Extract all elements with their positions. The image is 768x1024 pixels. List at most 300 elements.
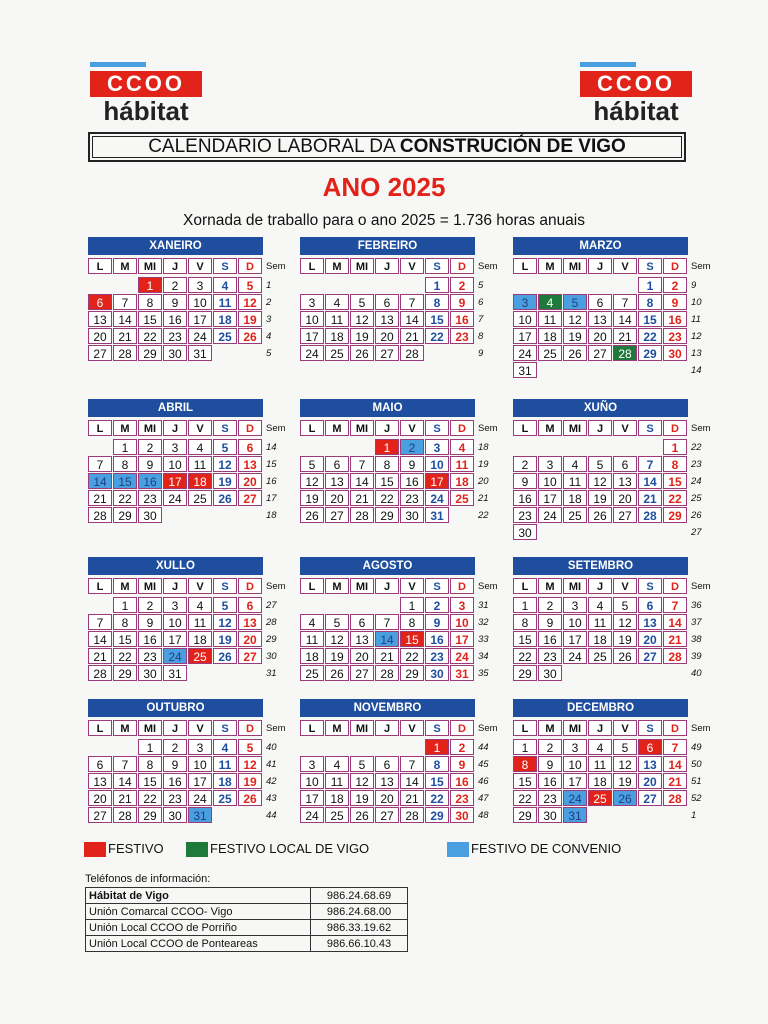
- weekday-header: D: [663, 420, 687, 436]
- day-cell: 17: [563, 631, 587, 647]
- week-number-header: Sem: [478, 423, 498, 434]
- day-cell: 18: [588, 631, 612, 647]
- weekday-header: L: [513, 420, 537, 436]
- month-header: SETEMBRO: [513, 557, 688, 575]
- day-cell: 20: [375, 790, 399, 806]
- day-cell: 5: [213, 439, 237, 455]
- day-cell: 6: [238, 439, 262, 455]
- day-cell: 10: [163, 614, 187, 630]
- weekday-header: M: [113, 420, 137, 436]
- weekday-header: D: [238, 720, 262, 736]
- day-cell: 27: [350, 665, 374, 681]
- day-cell: 7: [88, 614, 112, 630]
- weekday-header: L: [300, 578, 324, 594]
- weekday-header: J: [375, 720, 399, 736]
- day-cell: 8: [425, 294, 449, 310]
- weekday-header: MI: [350, 258, 374, 274]
- day-cell: 12: [613, 756, 637, 772]
- day-cell: 30: [513, 524, 537, 540]
- week-number: 22: [691, 442, 702, 453]
- year-heading: ANO 2025: [322, 172, 446, 202]
- day-cell: 11: [325, 311, 349, 327]
- day-cell: 7: [638, 456, 662, 472]
- day-cell: 13: [88, 773, 112, 789]
- weekday-header: L: [88, 420, 112, 436]
- week-number: 12: [691, 331, 702, 342]
- week-number-header: Sem: [478, 581, 498, 592]
- day-cell: 25: [538, 345, 562, 361]
- weekday-header: J: [588, 720, 612, 736]
- day-cell: 17: [563, 773, 587, 789]
- week-number: 28: [266, 617, 277, 628]
- day-cell: 20: [238, 631, 262, 647]
- day-cell: 2: [450, 277, 474, 293]
- day-cell: 27: [88, 807, 112, 823]
- week-number: 18: [478, 442, 489, 453]
- day-cell: 9: [538, 614, 562, 630]
- day-cell: 30: [538, 665, 562, 681]
- day-cell: 25: [588, 648, 612, 664]
- day-cell: 17: [425, 473, 449, 489]
- day-cell: 4: [325, 294, 349, 310]
- day-cell: 25: [213, 790, 237, 806]
- day-cell: 16: [138, 631, 162, 647]
- ccoo-habitat-logo-left: [90, 62, 202, 125]
- day-cell: 14: [113, 311, 137, 327]
- phone-number: 986.66.10.43: [311, 936, 408, 952]
- day-cell: 29: [425, 807, 449, 823]
- day-cell: 3: [425, 439, 449, 455]
- day-cell: 1: [113, 439, 137, 455]
- logo-accent-bar: [580, 62, 636, 67]
- day-cell: 14: [88, 631, 112, 647]
- weekday-header: MI: [563, 578, 587, 594]
- day-cell: 13: [325, 473, 349, 489]
- day-cell: 26: [613, 648, 637, 664]
- day-cell: 26: [213, 648, 237, 664]
- day-cell: 1: [400, 597, 424, 613]
- day-cell: 30: [538, 807, 562, 823]
- day-cell: 9: [513, 473, 537, 489]
- weekday-header: M: [113, 720, 137, 736]
- day-cell: 19: [238, 773, 262, 789]
- day-cell: 6: [613, 456, 637, 472]
- day-cell: 22: [138, 790, 162, 806]
- logo-accent-bar: [90, 62, 146, 67]
- day-cell: 1: [425, 277, 449, 293]
- day-cell: 27: [638, 648, 662, 664]
- week-number: 2: [266, 297, 272, 308]
- day-cell: 18: [213, 311, 237, 327]
- weekday-header: D: [663, 578, 687, 594]
- weekday-header: J: [588, 420, 612, 436]
- weekday-header: J: [163, 420, 187, 436]
- day-cell: 21: [88, 648, 112, 664]
- weekday-header: M: [325, 420, 349, 436]
- weekday-header: V: [400, 720, 424, 736]
- day-cell: 25: [213, 328, 237, 344]
- week-number: 40: [266, 742, 277, 753]
- day-cell: 14: [113, 773, 137, 789]
- day-cell: 17: [188, 311, 212, 327]
- day-cell: 28: [638, 507, 662, 523]
- week-number: 5: [478, 280, 484, 291]
- day-cell: 27: [613, 507, 637, 523]
- day-cell: 3: [538, 456, 562, 472]
- week-number-header: Sem: [691, 581, 711, 592]
- day-cell: 10: [300, 311, 324, 327]
- week-number: 41: [266, 759, 277, 770]
- day-cell: 17: [163, 631, 187, 647]
- weekday-header: V: [188, 720, 212, 736]
- day-cell: 16: [425, 631, 449, 647]
- day-cell: 20: [588, 328, 612, 344]
- day-cell: 4: [188, 597, 212, 613]
- phone-number: 986.24.68.69: [311, 888, 408, 904]
- day-cell: 28: [613, 345, 637, 361]
- day-cell: 11: [188, 456, 212, 472]
- phone-directory-title: Teléfonos de información:: [85, 873, 211, 885]
- month-header: DECEMBRO: [513, 699, 688, 717]
- legend-festivo-label: FESTIVO: [108, 841, 164, 856]
- day-cell: 25: [563, 507, 587, 523]
- day-cell: 6: [325, 456, 349, 472]
- day-cell: 29: [638, 345, 662, 361]
- week-number: 16: [266, 476, 277, 487]
- day-cell: 21: [113, 790, 137, 806]
- day-cell: 3: [300, 756, 324, 772]
- day-cell: 5: [588, 456, 612, 472]
- day-cell: 18: [325, 328, 349, 344]
- week-number: 11: [691, 314, 701, 325]
- day-cell: 10: [163, 456, 187, 472]
- table-row: [86, 888, 408, 904]
- phone-name: Unión Local CCOO de Ponteareas: [86, 936, 311, 952]
- day-cell: 15: [400, 631, 424, 647]
- day-cell: 26: [613, 790, 637, 806]
- weekday-header: MI: [138, 258, 162, 274]
- day-cell: 27: [375, 807, 399, 823]
- day-cell: 18: [563, 490, 587, 506]
- legend-festivo-convenio-label: FESTIVO DE CONVENIO: [471, 841, 622, 856]
- day-cell: 7: [88, 456, 112, 472]
- day-cell: 11: [325, 773, 349, 789]
- day-cell: 2: [538, 597, 562, 613]
- week-number: 25: [691, 493, 702, 504]
- week-number-header: Sem: [266, 261, 286, 272]
- day-cell: 18: [188, 631, 212, 647]
- week-number: 47: [478, 793, 489, 804]
- day-cell: 1: [425, 739, 449, 755]
- day-cell: 2: [450, 739, 474, 755]
- week-number: 20: [478, 476, 489, 487]
- day-cell: 30: [450, 807, 474, 823]
- weekday-header: MI: [563, 420, 587, 436]
- weekday-header: S: [638, 578, 662, 594]
- day-cell: 10: [563, 614, 587, 630]
- week-number-header: Sem: [691, 723, 711, 734]
- week-number: 36: [691, 600, 702, 611]
- day-cell: 1: [113, 597, 137, 613]
- day-cell: 7: [113, 294, 137, 310]
- day-cell: 24: [450, 648, 474, 664]
- day-cell: 9: [163, 294, 187, 310]
- day-cell: 23: [163, 328, 187, 344]
- day-cell: 23: [425, 648, 449, 664]
- week-number: 10: [691, 297, 702, 308]
- day-cell: 14: [638, 473, 662, 489]
- working-hours-subtitle: Xornada de traballo para o ano 2025 = 1.736 horas anuais: [182, 212, 586, 229]
- day-cell: 22: [513, 648, 537, 664]
- month-header: ABRIL: [88, 399, 263, 417]
- day-cell: 28: [663, 790, 687, 806]
- day-cell: 28: [375, 665, 399, 681]
- day-cell: 12: [613, 614, 637, 630]
- day-cell: 24: [188, 790, 212, 806]
- week-number: 43: [266, 793, 277, 804]
- day-cell: 8: [638, 294, 662, 310]
- day-cell: 24: [563, 790, 587, 806]
- weekday-header: L: [300, 258, 324, 274]
- day-cell: 23: [663, 328, 687, 344]
- day-cell: 19: [563, 328, 587, 344]
- day-cell: 8: [513, 614, 537, 630]
- week-number-header: Sem: [691, 423, 711, 434]
- day-cell: 4: [188, 439, 212, 455]
- day-cell: 11: [588, 614, 612, 630]
- day-cell: 16: [138, 473, 162, 489]
- month-header: FEBREIRO: [300, 237, 475, 255]
- day-cell: 3: [163, 597, 187, 613]
- weekday-header: M: [538, 720, 562, 736]
- day-cell: 22: [375, 490, 399, 506]
- weekday-header: V: [613, 720, 637, 736]
- day-cell: 26: [563, 345, 587, 361]
- week-number: 31: [478, 600, 489, 611]
- day-cell: 29: [663, 507, 687, 523]
- day-cell: 25: [300, 665, 324, 681]
- day-cell: 26: [238, 790, 262, 806]
- day-cell: 4: [325, 756, 349, 772]
- day-cell: 20: [88, 790, 112, 806]
- week-number: 27: [691, 527, 702, 538]
- day-cell: 5: [350, 294, 374, 310]
- weekday-header: L: [513, 578, 537, 594]
- day-cell: 2: [400, 439, 424, 455]
- day-cell: 23: [513, 507, 537, 523]
- day-cell: 9: [138, 456, 162, 472]
- weekday-header: M: [325, 578, 349, 594]
- day-cell: 23: [538, 648, 562, 664]
- day-cell: 12: [213, 614, 237, 630]
- day-cell: 20: [88, 328, 112, 344]
- day-cell: 9: [450, 294, 474, 310]
- day-cell: 18: [213, 773, 237, 789]
- month-header: AGOSTO: [300, 557, 475, 575]
- day-cell: 8: [663, 456, 687, 472]
- weekday-header: S: [638, 420, 662, 436]
- day-cell: 17: [188, 773, 212, 789]
- weekday-header: D: [238, 420, 262, 436]
- month-header: XULLO: [88, 557, 263, 575]
- week-number: 40: [691, 668, 702, 679]
- weekday-header: D: [450, 578, 474, 594]
- day-cell: 10: [188, 294, 212, 310]
- day-cell: 6: [638, 739, 662, 755]
- day-cell: 24: [513, 345, 537, 361]
- day-cell: 14: [400, 311, 424, 327]
- phone-name: Unión Local CCOO de Porriño: [86, 920, 311, 936]
- day-cell: 4: [538, 294, 562, 310]
- day-cell: 21: [613, 328, 637, 344]
- day-cell: 12: [563, 311, 587, 327]
- day-cell: 25: [588, 790, 612, 806]
- day-cell: 24: [538, 507, 562, 523]
- weekday-header: L: [88, 720, 112, 736]
- weekday-header: L: [300, 420, 324, 436]
- day-cell: 22: [638, 328, 662, 344]
- week-number: 42: [266, 776, 277, 787]
- day-cell: 1: [513, 739, 537, 755]
- weekday-header: M: [113, 258, 137, 274]
- day-cell: 16: [163, 311, 187, 327]
- day-cell: 4: [300, 614, 324, 630]
- day-cell: 27: [638, 790, 662, 806]
- day-cell: 7: [350, 456, 374, 472]
- weekday-header: MI: [350, 578, 374, 594]
- day-cell: 9: [450, 756, 474, 772]
- day-cell: 8: [113, 614, 137, 630]
- day-cell: 5: [238, 277, 262, 293]
- page-title-regular: CALENDARIO LABORAL DA: [148, 136, 400, 157]
- day-cell: 24: [163, 648, 187, 664]
- day-cell: 16: [538, 631, 562, 647]
- day-cell: 26: [213, 490, 237, 506]
- day-cell: 26: [325, 665, 349, 681]
- day-cell: 19: [213, 631, 237, 647]
- day-cell: 29: [138, 345, 162, 361]
- day-cell: 3: [563, 739, 587, 755]
- day-cell: 2: [425, 597, 449, 613]
- weekday-header: D: [450, 258, 474, 274]
- weekday-header: V: [400, 420, 424, 436]
- weekday-header: MI: [350, 720, 374, 736]
- day-cell: 24: [188, 328, 212, 344]
- phone-directory: [85, 873, 408, 952]
- week-number: 33: [478, 634, 489, 645]
- day-cell: 28: [88, 665, 112, 681]
- day-cell: 15: [425, 311, 449, 327]
- ccoo-habitat-logo-right: [580, 62, 692, 125]
- day-cell: 27: [88, 345, 112, 361]
- day-cell: 20: [638, 773, 662, 789]
- day-cell: 7: [663, 597, 687, 613]
- day-cell: 28: [113, 807, 137, 823]
- day-cell: 21: [663, 773, 687, 789]
- day-cell: 26: [238, 328, 262, 344]
- day-cell: 14: [400, 773, 424, 789]
- day-cell: 15: [113, 631, 137, 647]
- weekday-header: S: [425, 420, 449, 436]
- weekday-header: MI: [138, 720, 162, 736]
- day-cell: 17: [538, 490, 562, 506]
- week-number: 35: [478, 668, 489, 679]
- day-cell: 8: [513, 756, 537, 772]
- day-cell: 25: [188, 648, 212, 664]
- month-header: XANEIRO: [88, 237, 263, 255]
- day-cell: 6: [238, 597, 262, 613]
- week-number: 44: [266, 810, 277, 821]
- day-cell: 11: [188, 614, 212, 630]
- day-cell: 3: [188, 277, 212, 293]
- weekday-header: MI: [563, 720, 587, 736]
- day-cell: 29: [113, 507, 137, 523]
- day-cell: 22: [138, 328, 162, 344]
- day-cell: 13: [638, 756, 662, 772]
- table-row: [86, 936, 408, 952]
- day-cell: 2: [663, 277, 687, 293]
- day-cell: 25: [325, 345, 349, 361]
- day-cell: 14: [350, 473, 374, 489]
- weekday-header: J: [163, 720, 187, 736]
- day-cell: 31: [450, 665, 474, 681]
- day-cell: 30: [163, 345, 187, 361]
- day-cell: 22: [113, 490, 137, 506]
- day-cell: 8: [400, 614, 424, 630]
- day-cell: 13: [238, 456, 262, 472]
- day-cell: 5: [563, 294, 587, 310]
- day-cell: 1: [638, 277, 662, 293]
- phone-number: 986.24.68.00: [311, 904, 408, 920]
- day-cell: 17: [450, 631, 474, 647]
- weekday-header: L: [513, 720, 537, 736]
- week-number: 39: [691, 651, 702, 662]
- week-number-header: Sem: [266, 423, 286, 434]
- day-cell: 28: [350, 507, 374, 523]
- weekday-header: J: [375, 420, 399, 436]
- day-cell: 3: [188, 739, 212, 755]
- day-cell: 18: [300, 648, 324, 664]
- month-header: MAIO: [300, 399, 475, 417]
- week-number: 45: [478, 759, 489, 770]
- weekday-header: V: [400, 578, 424, 594]
- day-cell: 13: [375, 773, 399, 789]
- day-cell: 18: [450, 473, 474, 489]
- day-cell: 7: [375, 614, 399, 630]
- week-number: 7: [478, 314, 484, 325]
- weekday-header: S: [425, 258, 449, 274]
- day-cell: 31: [188, 807, 212, 823]
- day-cell: 7: [663, 739, 687, 755]
- day-cell: 2: [163, 277, 187, 293]
- day-cell: 7: [400, 756, 424, 772]
- weekday-header: S: [213, 578, 237, 594]
- weekday-header: L: [88, 258, 112, 274]
- legend-green-swatch: [186, 842, 208, 857]
- week-number: 24: [691, 476, 702, 487]
- day-cell: 8: [113, 456, 137, 472]
- day-cell: 9: [163, 756, 187, 772]
- day-cell: 7: [613, 294, 637, 310]
- day-cell: 3: [450, 597, 474, 613]
- day-cell: 7: [113, 756, 137, 772]
- day-cell: 16: [400, 473, 424, 489]
- weekday-header: V: [188, 578, 212, 594]
- weekday-header: M: [325, 720, 349, 736]
- day-cell: 23: [450, 328, 474, 344]
- week-number: 23: [691, 459, 702, 470]
- day-cell: 15: [638, 311, 662, 327]
